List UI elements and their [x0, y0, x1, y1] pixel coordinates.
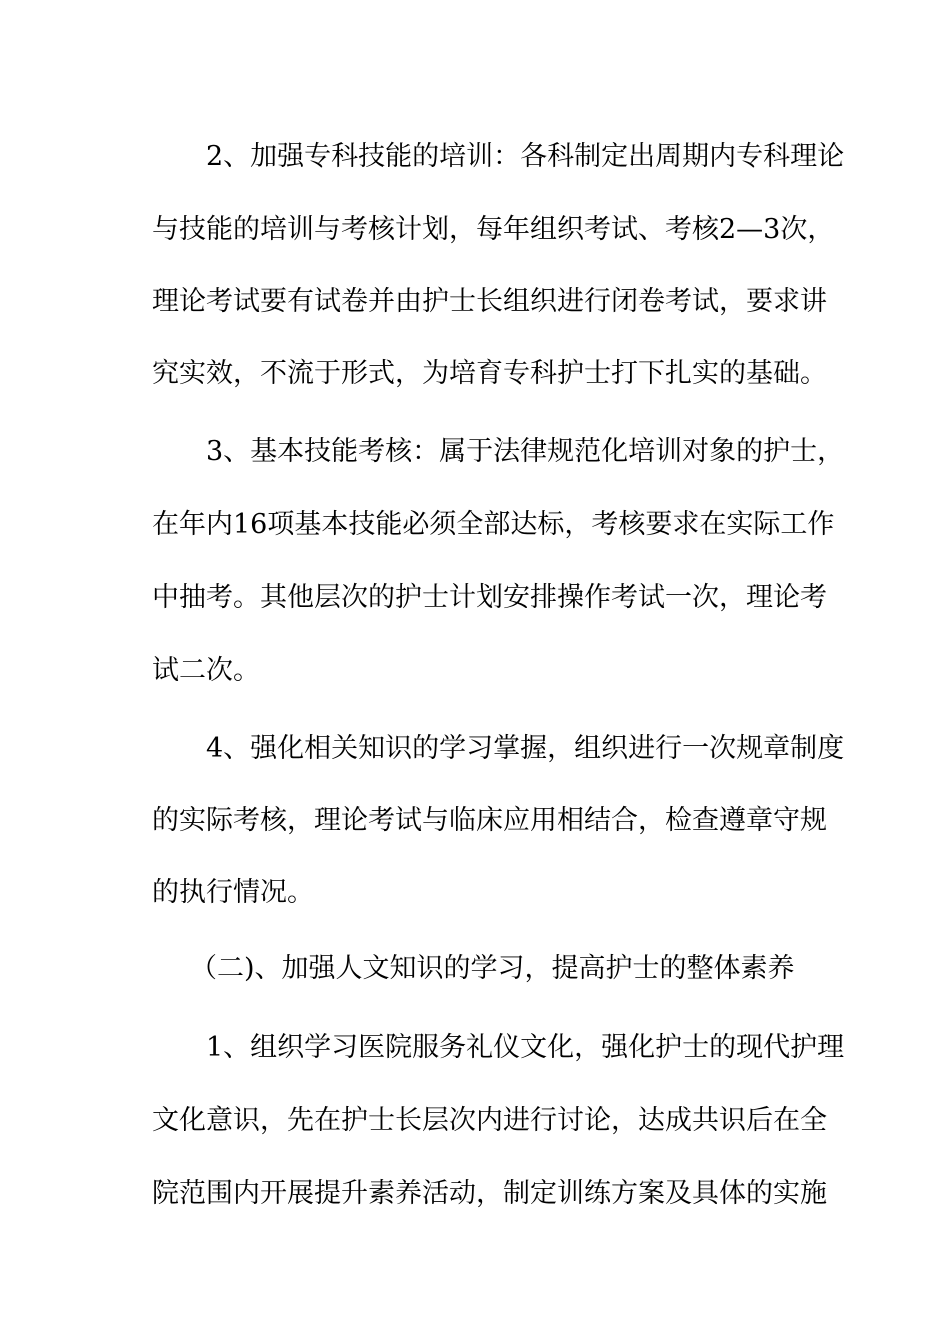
text-line: 理论考试要有试卷并由护士长组织进行闭卷考试，要求讲 — [152, 286, 827, 317]
text-line: 的执行情况。 — [152, 877, 314, 908]
text-line: 1、组织学习医院服务礼仪文化，强化护士的现代护理 — [206, 1032, 845, 1063]
text-line: 3、基本技能考核：属于法律规范化培训对象的护士， — [206, 436, 845, 467]
text-line: 中抽考。其他层次的护士计划安排操作考试一次，理论考 — [152, 582, 827, 613]
text-line: 院范围内开展提升素养活动，制定训练方案及具体的实施 — [152, 1178, 827, 1209]
text-line: 4、强化相关知识的学习掌握，组织进行一次规章制度 — [206, 733, 845, 764]
text-line: 在年内16项基本技能必须全部达标，考核要求在实际工作 — [152, 509, 835, 540]
section-heading: （二)、加强人文知识的学习，提高护士的整体素养 — [190, 953, 795, 984]
text-line: 与技能的培训与考核计划，每年组织考试、考核2—3次， — [152, 214, 835, 245]
text-line: 试二次。 — [152, 655, 260, 686]
text-line: 文化意识，先在护士长层次内进行讨论，达成共识后在全 — [152, 1105, 827, 1136]
text-line: 2、加强专科技能的培训：各科制定出周期内专科理论 — [206, 141, 845, 172]
text-line: 究实效，不流于形式，为培育专科护士打下扎实的基础。 — [152, 358, 827, 389]
text-line: 的实际考核，理论考试与临床应用相结合，检查遵章守规 — [152, 805, 827, 836]
